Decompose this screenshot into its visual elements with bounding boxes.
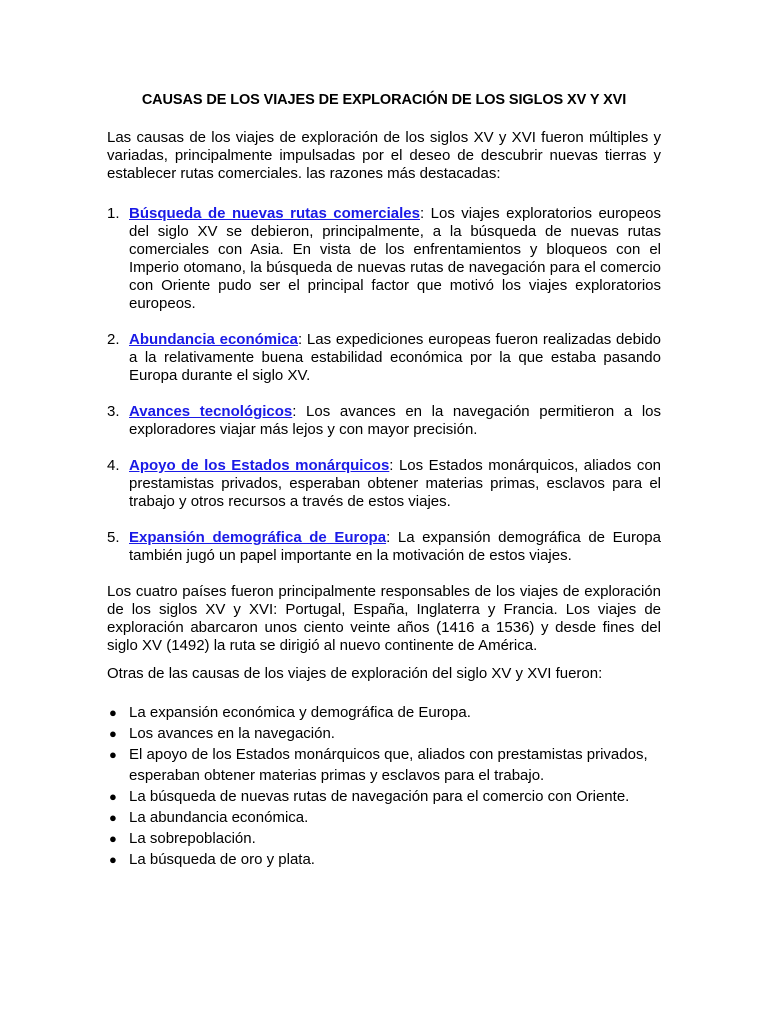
cause-text: : Los Estados monárquicos, aliados con prestamistas privados, esperaban obtener materias primas, esclavos para el trabajo y otros recursos a través de estos viajes. bbox=[129, 457, 662, 510]
cause-text: : Los avances en la navegación permitieron a los exploradores viajar más lejos y con mayor precisión. bbox=[129, 403, 661, 438]
cause-link[interactable]: Avances tecnológicos bbox=[129, 403, 293, 420]
list-item bbox=[107, 807, 661, 828]
cause-number: 1. bbox=[107, 205, 120, 222]
list-item-text: La abundancia económica. bbox=[129, 809, 309, 826]
cause-item bbox=[107, 457, 661, 511]
list-item bbox=[107, 744, 661, 786]
cause-item bbox=[107, 529, 661, 565]
cause-link[interactable]: Apoyo de los Estados monárquicos bbox=[129, 457, 390, 474]
cause-text: : Las expediciones europeas fueron realizadas debido a la relativamente buena estabilidad económica por la que estaba pasando Europa durante el siglo XV. bbox=[129, 331, 662, 384]
cause-number: 2. bbox=[107, 331, 120, 348]
cause-link[interactable]: Abundancia económica bbox=[129, 331, 298, 348]
cause-text: : Los viajes exploratorios europeos del siglo XV se debieron, principalmente, a la búsqueda de nuevas rutas comerciales con Asia. En vista de los enfrentamientos y bloqueos con el Imperio otomano, la búsqueda de nuevas rutas de navegación para el comercio con Oriente pudo ser el principal factor que motivó los viajes exploratorios europeos. bbox=[129, 205, 661, 312]
list-item-text: Los avances en la navegación. bbox=[129, 725, 335, 742]
causes-list bbox=[107, 205, 661, 565]
summary-paragraph: Los cuatro países fueron principalmente responsables de los viajes de exploración de los siglos XV y XVI: Portugal, España, Inglaterra y Francia. Los viajes de exploración abarcaron unos ciento veinte años (1416 a 1536) y desde fines del siglo XV (1492) la ruta se dirigió al nuevo continente de América. bbox=[107, 583, 661, 654]
bullet-icon: ● bbox=[109, 852, 117, 867]
cause-item bbox=[107, 331, 661, 385]
bullet-icon: ● bbox=[109, 789, 117, 804]
list-item-text: La búsqueda de nuevas rutas de navegación para el comercio con Oriente. bbox=[129, 788, 630, 805]
bullet-icon: ● bbox=[109, 726, 117, 741]
list-item bbox=[107, 723, 661, 744]
cause-number: 4. bbox=[107, 457, 120, 474]
list-item bbox=[107, 849, 661, 870]
cause-item bbox=[107, 403, 661, 439]
bullet-icon: ● bbox=[109, 705, 117, 720]
list-item bbox=[107, 702, 661, 723]
cause-number: 5. bbox=[107, 529, 120, 546]
bullet-icon: ● bbox=[109, 810, 117, 825]
cause-number: 3. bbox=[107, 403, 120, 420]
cause-link[interactable]: Búsqueda de nuevas rutas comerciales bbox=[129, 205, 420, 222]
list-item-text: La expansión económica y demográfica de Europa. bbox=[129, 704, 471, 721]
list-item bbox=[107, 786, 661, 807]
list-item-text: La sobrepoblación. bbox=[129, 830, 256, 847]
list-item-text: El apoyo de los Estados monárquicos que, aliados con prestamistas privados, esperaban obtener materias primas y esclavos para el trabajo. bbox=[129, 746, 648, 784]
cause-item bbox=[107, 205, 661, 313]
list-item bbox=[107, 828, 661, 849]
intro-paragraph: Las causas de los viajes de exploración de los siglos XV y XVI fueron múltiples y variadas, principalmente impulsadas por el deseo de descubrir nuevas tierras y establecer rutas comerciales. las razones más destacadas: bbox=[107, 129, 661, 182]
bullet-icon: ● bbox=[109, 831, 117, 846]
other-causes-list bbox=[107, 702, 661, 870]
others-intro-paragraph: Otras de las causas de los viajes de exploración del siglo XV y XVI fueron: bbox=[107, 665, 603, 682]
cause-text: : La expansión demográfica de Europa también jugó un papel importante en la motivación de estos viajes. bbox=[129, 529, 661, 564]
page-title: CAUSAS DE LOS VIAJES DE EXPLORACIÓN DE LOS SIGLOS XV Y XVI bbox=[141, 92, 627, 108]
list-item-text: La búsqueda de oro y plata. bbox=[129, 851, 315, 868]
cause-link[interactable]: Expansión demográfica de Europa bbox=[129, 529, 387, 546]
bullet-icon: ● bbox=[109, 747, 117, 762]
